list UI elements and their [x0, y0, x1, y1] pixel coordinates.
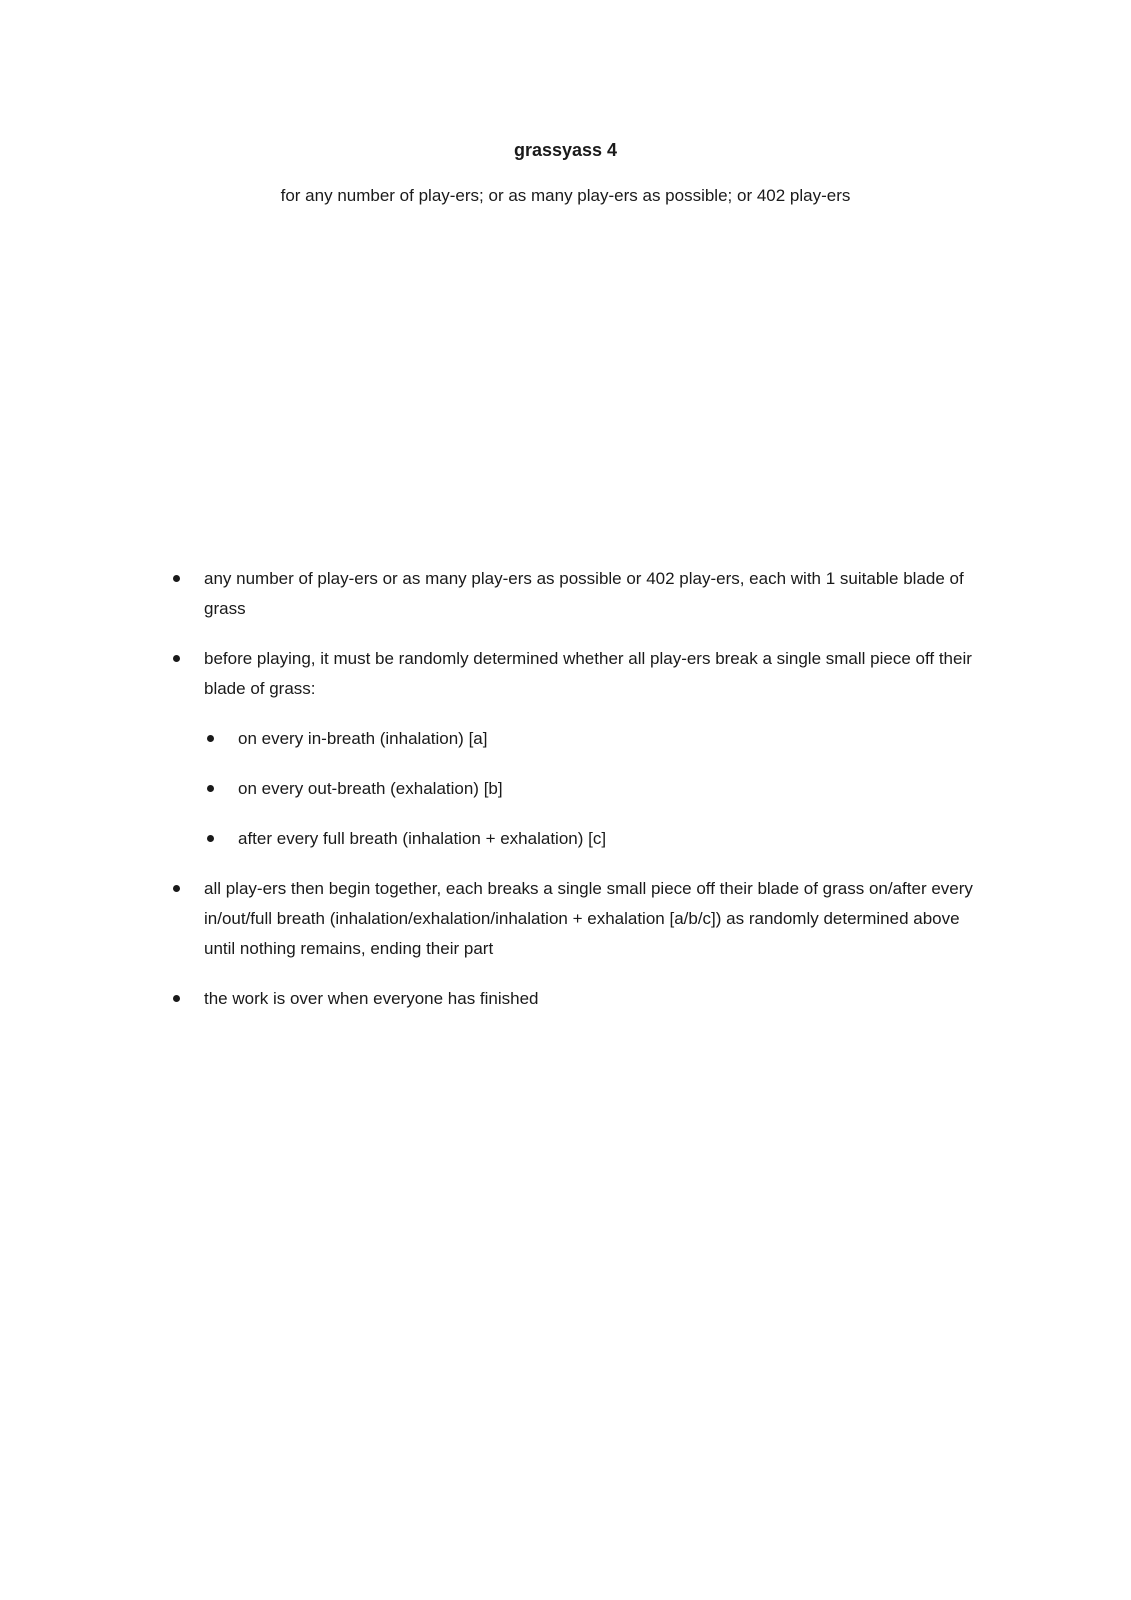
list-item-text: on every in-breath (inhalation) [a] — [238, 729, 488, 748]
list-item-text: the work is over when everyone has finished — [204, 989, 539, 1008]
list-item — [204, 984, 994, 1014]
bullet-icon — [207, 835, 214, 842]
list-item-text: before playing, it must be randomly determined whether all play-ers break a single small piece off their blade of grass: — [204, 649, 972, 698]
sub-list-item — [238, 724, 994, 754]
document-title: grassyass 4 — [513, 140, 618, 160]
sub-list-item — [238, 774, 994, 804]
bullet-icon — [173, 885, 180, 892]
list-item — [204, 874, 994, 964]
bullet-icon — [207, 735, 214, 742]
bullet-icon — [173, 575, 180, 582]
list-item-text: all play-ers then begin together, each breaks a single small piece off their blade of grass on/after every in/out/full breath (inhalation/exhalation/inhalation + exhalation [a/b/c]) as randomly determined above until nothing remains, ending their part — [204, 879, 973, 958]
bullet-icon — [173, 655, 180, 662]
list-item-text: any number of play-ers or as many play-ers as possible or 402 play-ers, each with 1 suitable blade of grass — [204, 569, 964, 618]
bullet-icon — [173, 995, 180, 1002]
sub-list-item — [238, 824, 994, 854]
list-item — [204, 644, 994, 704]
instruction-list — [0, 564, 1131, 1034]
list-item — [204, 564, 994, 624]
document-subtitle: for any number of play-ers; or as many play-ers as possible; or 402 play-ers — [280, 186, 851, 205]
bullet-icon — [207, 785, 214, 792]
list-item-text: after every full breath (inhalation + exhalation) [c] — [238, 829, 607, 848]
list-item-text: on every out-breath (exhalation) [b] — [238, 779, 503, 798]
